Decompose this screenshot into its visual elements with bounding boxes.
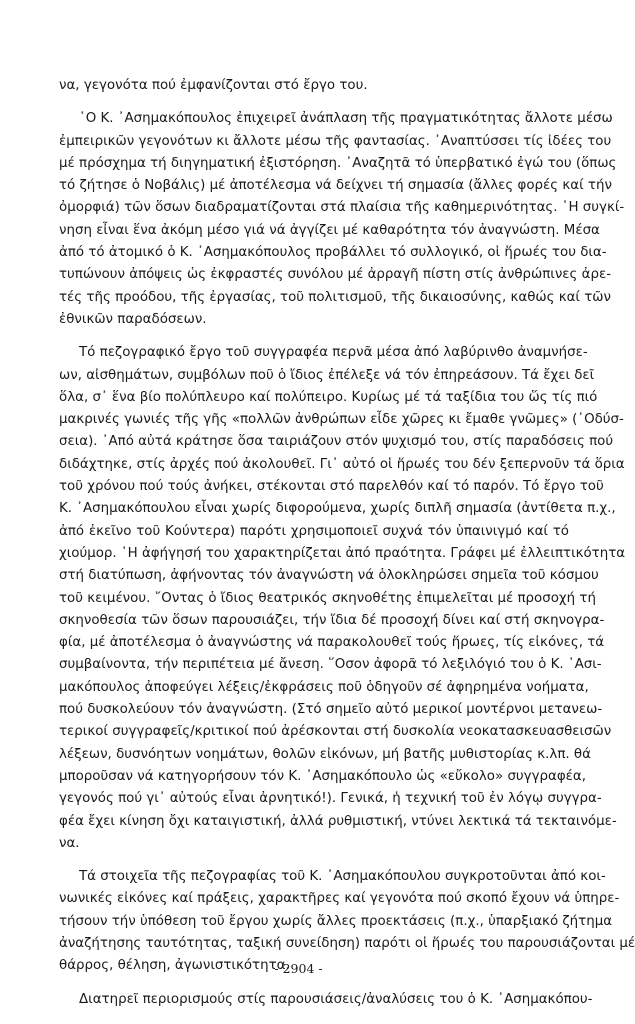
text-line: νηση εἶναι ἕνα ἀκόμη μέσο γιά νά ἀγγίζει μέ καθαρότητα τόν ἀναγνώστη. Μέσα [59, 222, 600, 238]
text-line: να, γεγονότα πού ἐμφανίζονται στό ἔργο του. [59, 78, 368, 93]
text-line: τές τῆς προόδου, τῆς ἐργασίας, τοῦ πολιτισμοῦ, τῆς δικαιοσύνης, καθώς καί τῶν [59, 289, 611, 305]
text-line: τό ζήτησε ὁ Νοβάλις) μέ ἀποτέλεσμα νά δείχνει τή σημασία (ἄλλες φορές καί τήν [59, 178, 612, 194]
paragraph-gap [59, 97, 569, 108]
text-line: ων, αἰσθημάτων, συμβόλων ποῦ ὁ ἴδιος ἐπέλεξε νά τόν ἐπηρεάσουν. Τά ἔχει δεῖ [59, 367, 595, 383]
text-line: νωνικές εἰκόνες καί πράξεις, χαρακτῆρες καί γεγονότα πού σκοπό ἔχουν νά ὑπηρε- [59, 891, 620, 907]
text-line: μακόπουλος ἀποφεύγει λέξεις/ἐκφράσεις ποῦ ὁδηγοῦν σέ ἀφηρημένα νοήματα, [59, 679, 589, 695]
text-line: σεια). ᾿Από αὐτά κράτησε ὅσα ταιριάζουν στόν ψυχισμό του, στίς παραδόσεις πού [59, 434, 614, 450]
text-line: στή διατύπωση, ἀφήνοντας τόν ἀναγνώστη νά ὁλοκληρώσει σημεῖα τοῦ κόσμου [59, 568, 599, 584]
text-line: πού δυσκολεύουν τόν ἀναγνώστη. (Στό σημεῖο αὐτό μερικοί μοντέρνοι μετανεω- [59, 702, 603, 718]
text-line: Διατηρεῖ περιορισμούς στίς παρουσιάσεις/ἀναλύσεις του ὁ Κ. ᾿Ασημακόπου- [79, 991, 593, 1007]
paragraph [59, 108, 625, 331]
paragraph [59, 342, 626, 855]
text-line: ὀμορφιά) τῶν ὅσων διαδραματίζονται στά πλαίσια τῆς καθημερινότητας. ῾Η συγκί- [59, 200, 625, 216]
text-line: μποροῦσαν νά κατηγορήσουν τόν Κ. ᾿Ασημακόπουλο ὡς «εὔκολο» συγγραφέα, [59, 768, 587, 784]
text-line: συμβαίνοντα, τήν περιπέτεια μέ ἄνεση. ῞Οσον ἀφορᾶ τό λεξιλόγιό του ὁ Κ. ᾿Ασι- [59, 657, 602, 673]
paragraph-gap [59, 978, 569, 989]
page-number: - 2904 - [274, 961, 323, 976]
text-line: τήσουν τήν ὑπόθεση τοῦ ἔργου χωρίς ἄλλες προεκτάσεις (π.χ., ὑπαρξιακό ζήτημα [59, 913, 613, 929]
text-line: Κ. ᾿Ασημακόπουλου εἶναι χωρίς διφορούμενα, χωρίς διπλῆ σημασία (ἀντίθετα π.χ., [59, 501, 616, 517]
text-line: Τά στοιχεῖα τῆς πεζογραφίας τοῦ Κ. ᾿Ασημακόπουλου συγκροτοῦνται ἀπό κοι- [79, 869, 606, 885]
text-line: μακρινές γωνιές τῆς γῆς «πολλῶν ἀνθρώπων εἶδε χῶρες κι ἔμαθε γνῶμες» (᾿Οδύσ- [59, 412, 624, 428]
text-line: μέ πρόσχημα τή διηγηματική ἐξιστόρηση. ᾿Αναζητᾶ τό ὑπερβατικό ἐγώ του (ὅπως [59, 155, 617, 171]
paragraph [59, 75, 569, 97]
text-line: διδάχτηκε, στίς ἀρχές πού ἀκολουθεῖ. Γι᾿ αὐτό οἱ ἥρωές του δέν ξεπερνοῦν τά ὅρια [59, 456, 625, 472]
text-line: θάρρος, θέληση, ἀγωνιστικότητα. [59, 958, 290, 974]
text-line: να. [59, 835, 80, 851]
text-line: ῾Ο Κ. ᾿Ασημακόπουλος ἐπιχειρεῖ ἀνάπλαση τῆς πραγματικότητας ἄλλοτε μέσω [79, 111, 613, 127]
paragraph-gap [59, 855, 569, 866]
text-line: ἐθνικῶν παραδόσεων. [59, 311, 207, 327]
text-line: τερικοί συγγραφεῖς/κριτικοί πού ἀρέσκονται στή δυσκολία νεοκατασκευασθεισῶν [59, 724, 612, 740]
paragraph [59, 989, 593, 1011]
text-line: γεγονός πού γι᾿ αὐτούς εἶναι ἀρνητικό!). Γενικά, ἡ τεχνική τοῦ ἐν λόγῳ συγγρα- [59, 791, 602, 807]
text-line: τυπώνουν ἀπόψεις ὡς ἐκφραστές συνόλου μέ ἀρραγῆ πίστη στίς ἀνθρώπινες ἀρε- [59, 267, 612, 283]
text-line: ἀναζήτησης ταυτότητας, ταξική συνείδηση) παρότι οἱ ἥρωές του παρουσιάζονται μέ [59, 935, 635, 951]
text-line: τοῦ χρόνου πού τούς ἀνήκει, στέκονται στό παρελθόν καί τό παρόν. Τό ἔργο τοῦ [59, 479, 604, 495]
text-line: χιούμορ. ῾Η ἀφήγησή του χαρακτηρίζεται ἀπό πραότητα. Γράφει μέ ἐλλειπτικότητα [59, 545, 626, 561]
text-line: λέξεων, δυσνόητων νοημάτων, θολῶν εἰκόνων, μή βατῆς μυθιστορίας κ.λπ. θά [59, 746, 591, 762]
text-line: φέα ἔχει κίνηση ὄχι καταιγιστική, ἀλλά ρυθμιστική, ντύνει λεκτικά τά τεκταινόμε- [59, 813, 617, 829]
body-text [59, 75, 635, 1011]
text-line: φία, μέ ἀποτέλεσμα ὁ ἀναγνώστης νά παρακολουθεῖ τούς ἥρωες, τίς εἰκόνες, τά [59, 635, 605, 651]
text-line: ἀπό τό ἀτομικό ὁ Κ. ᾿Ασημακόπουλος προβάλλει τό συλλογικό, οἱ ἥρωές του δια- [59, 245, 607, 261]
text-line: ὅλα, σ᾿ ἕνα βίο πολύπλευρο καί πολύπειρο. Κυρίως μέ τά ταξίδια του ὥς τίς πιό [59, 389, 598, 405]
text-line: τοῦ κειμένου. ῎Οντας ὁ ἴδιος θεατρικός σκηνοθέτης ἐπιμελεῖται μέ προσοχή τή [59, 590, 596, 606]
text-line: Τό πεζογραφικό ἔργο τοῦ συγγραφέα περνᾶ μέσα ἀπό λαβύρινθο ἀναμνήσε- [79, 345, 588, 361]
text-line: ἐμπειρικῶν γεγονότων κι ἄλλοτε μέσω τῆς φαντασίας. ᾿Αναπτύσσει τίς ἰδέες του [59, 133, 612, 149]
text-line: σκηνοθεσία τῶν ὅσων παρουσιάζει, τήν ἴδια δέ προσοχή δίνει καί στή σκηνογρα- [59, 612, 605, 628]
paragraph-gap [59, 331, 569, 342]
text-line: ἀπό ἐκεῖνο τοῦ Κούντερα) παρότι χρησιμοποιεῖ συχνά τόν ὑπαινιγμό καί τό [59, 523, 569, 539]
